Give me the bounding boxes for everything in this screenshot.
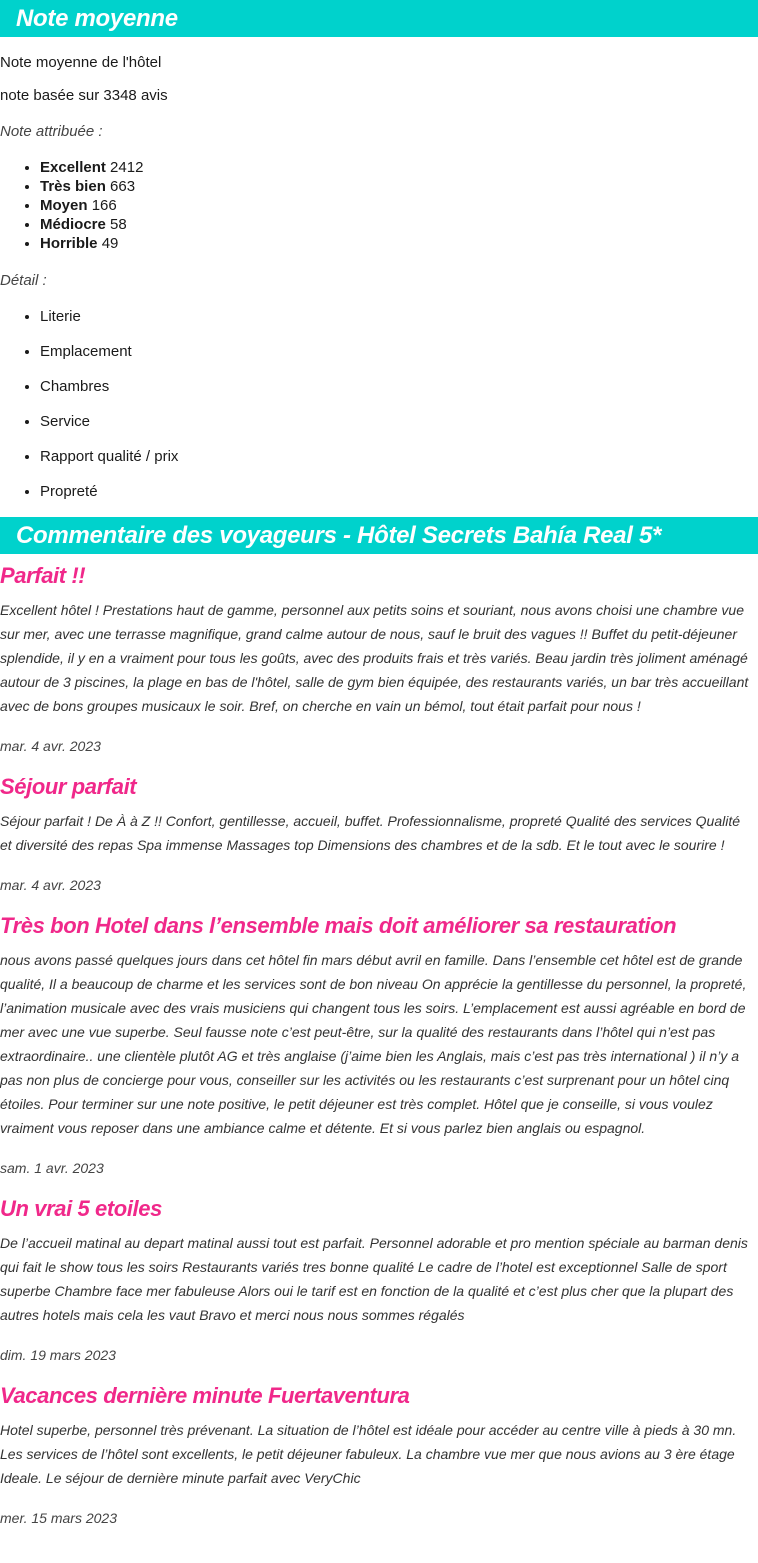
comments-header: Commentaire des voyageurs - Hôtel Secrets Bahía Real 5* (0, 517, 758, 554)
review-date: mar. 4 avr. 2023 (0, 877, 101, 893)
review-title: Séjour parfait (0, 774, 137, 799)
review-title: Très bon Hotel dans l’ensemble mais doit améliorer sa restauration (0, 913, 677, 938)
rating-item-excellent: • Excellent 2412 (40, 158, 758, 177)
detail-list (0, 307, 758, 501)
review-body: De l’accueil matinal au depart matinal aussi tout est parfait. Personnel adorable et pro mention spéciale au barman denis qui fait le show tous les soirs Restaurants variés tres bonne qualité Le cadre de l’hotel est exceptionnel Salle de sport superbe Chambre face mer fabuleuse Alors oui le tarif est en fonction de la qualité et c’est plus cher que la plupart des autres hotels mais cela les vaut Bravo et merci nous nous sommes régalés (0, 1235, 748, 1323)
rating-item-mediocre: • Médiocre 58 (40, 215, 758, 234)
review-date: dim. 19 mars 2023 (0, 1347, 116, 1363)
review-title: Parfait !! (0, 563, 86, 588)
review-body: Séjour parfait ! De À à Z !! Confort, gentillesse, accueil, buffet. Professionnalisme, propreté Qualité des services Qualité et diversité des repas Spa immense Massages top Dimensions des chambres et de la sdb. Et le tout avec le sourire ! (0, 813, 741, 853)
review-item (0, 1194, 758, 1365)
detail-item-rapport-qualite-prix: • Rapport qualité / prix (40, 447, 758, 466)
ratings-label: Note attribuée : (0, 123, 103, 140)
review-title: Un vrai 5 etoiles (0, 1196, 162, 1221)
rating-item-tres-bien: • Très bien 663 (40, 177, 758, 196)
review-item (0, 772, 758, 895)
review-title: Vacances dernière minute Fuertaventura (0, 1383, 410, 1408)
detail-item-service: • Service (40, 412, 758, 431)
average-rating-title: Note moyenne de l'hôtel (0, 54, 162, 71)
detail-item-proprete: • Propreté (40, 482, 758, 501)
review-date: mer. 15 mars 2023 (0, 1510, 117, 1526)
review-body: Hotel superbe, personnel très prévenant. La situation de l’hôtel est idéale pour accéder au centre ville à pieds à 30 mn. Les services de l’hôtel sont excellents, le petit déjeuner fabuleux. La chambre vue mer que nous avions au 3 ère étage Ideale. Le séjour de dernière minute parfait avec VeryChic (0, 1422, 737, 1486)
review-count: note basée sur 3348 avis (0, 87, 168, 104)
review-item (0, 911, 758, 1178)
detail-item-emplacement: • Emplacement (40, 342, 758, 361)
ratings-list (0, 158, 758, 253)
review-body: nous avons passé quelques jours dans cet hôtel fin mars début avril en famille. Dans l’ensemble cet hôtel est de grande qualité, Il a beaucoup de charme et les services sont de bon niveau On apprécie la gentillesse du personnel, la propreté, l’animation musicale avec des vrais musiciens qui changent tous les soirs. L’emplacement est aussi agréable en bord de mer avec une vue superbe. Seul fausse note c’est peut-être, sur la qualité des restaurants dans l’hôtel qui n’est pas extraordinaire.. une clientèle plutôt AG et très anglaise (j’aime bien les Anglais, mais c’est pas très international ) il n’y a pas non plus de concierge pour vous, conseiller sur les activités ou les restaurants c’est surprenant pour un hôtel cinq étoiles. Pour terminer sur une note positive, le petit déjeuner est très complet. Hôtel que je conseille, si vous voulez vraiment vous reposer dans une ambiance calme et détente. Et si vous parlez bien anglais ou espagnol. (0, 952, 747, 1136)
review-item (0, 561, 758, 756)
review-date: mar. 4 avr. 2023 (0, 738, 101, 754)
review-body: Excellent hôtel ! Prestations haut de gamme, personnel aux petits soins et souriant, nous avons choisi une chambre vue sur mer, avec une terrasse magnifique, grand calme autour de nous, sauf le bruit des vagues !! Buffet du petit-déjeuner splendide, il y en a vraiment pour tous les goûts, avec des produits frais et très variés. Beau jardin très joliment aménagé autour de 3 piscines, la plage en bas de l'hôtel, salle de gym bien équipée, des restaurants variés, un bar très accueillant avec de bons groupes musicaux le soir. Bref, on cherche en vain un bémol, tout était parfait pour nous ! (0, 602, 749, 714)
rating-item-horrible: • Horrible 49 (40, 234, 758, 253)
average-rating-header: Note moyenne (0, 0, 758, 37)
detail-item-literie: • Literie (40, 307, 758, 326)
rating-item-moyen: • Moyen 166 (40, 196, 758, 215)
detail-label: Détail : (0, 272, 47, 289)
review-item (0, 1381, 758, 1528)
detail-item-chambres: • Chambres (40, 377, 758, 396)
review-date: sam. 1 avr. 2023 (0, 1160, 104, 1176)
